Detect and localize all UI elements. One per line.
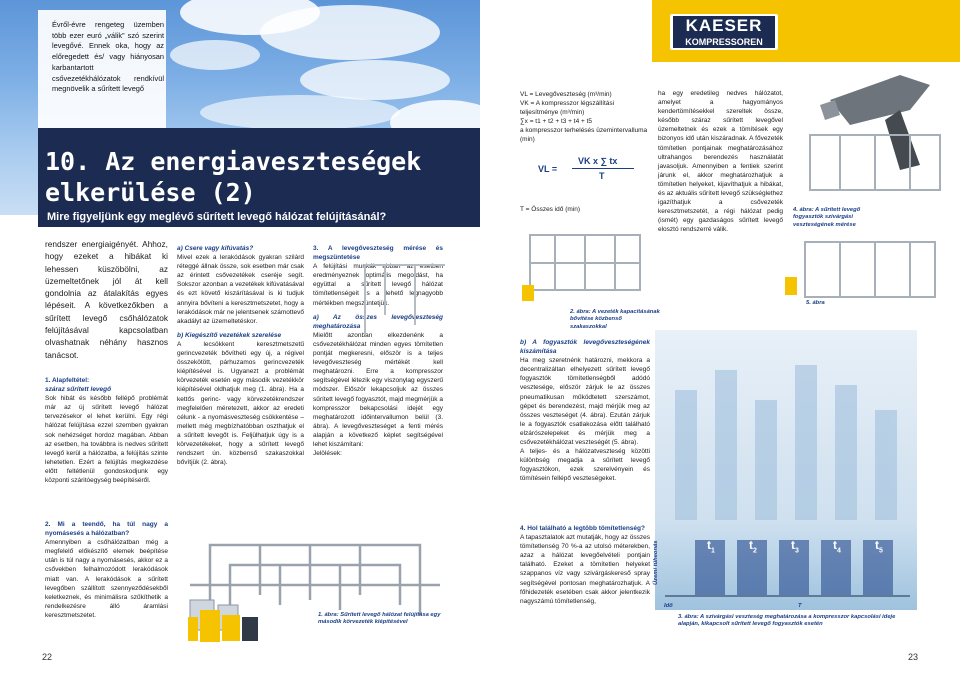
formula-numerator: VK x ∑ tx: [578, 156, 618, 166]
bar-chart-graphic: [655, 330, 917, 520]
s4-heading: 4. Hol található a legtöbb tömítetlenség?: [520, 525, 645, 532]
fig3-caption: 3. ábra: A szivárgási veszteség meghatározása a kompresszor kapcsolási ideje alapján, kikapcsolt sűrített levegő fogyasztók esetén: [678, 614, 896, 628]
intro-text: Évről-évre rengeteg üzemben több ezer euró „válik” szó szerint levegővé. Ennek oka, hogy az előregedett és/ vagy hiányosan karbantartott csővezetékhálózatok rendkívül megnövelik a sűrített levegő: [52, 20, 164, 94]
ring-main-diagram-2: [520, 225, 655, 310]
page-subtitle: Mire figyeljünk egy meglévő sűrített levegő hálózat felújításánál?: [47, 211, 387, 223]
fig1-caption: 1. ábra: Sűrített levegő hálózat felújítása egy második körvezeték kiépítésével: [318, 612, 441, 626]
s1-subheading: száraz sűrített levegő: [45, 386, 112, 394]
lead-paragraph: rendszer energiaigényét. Ahhoz, hogy ezeket a hibákat ki lehessen küszöbölni, az üzemeltetőnek jól át kell gondolnia az átalakítás egyes lépéseit. A következőkben a sűrített levegő csőhálózatok felújításával kapcsolatban olvashatnak néhány hasznos tanácsot.: [45, 239, 168, 360]
section-1: [45, 376, 168, 485]
formula-lhs: VL =: [538, 164, 558, 174]
bar-chart-svg: [655, 330, 917, 520]
sa-text: Mivel ezek a lerakódások gyakran szilárd réteggé állnak össze, sok esetben már csak az érintett csővezetékek cseréje segít. Sokszor azonban a vezetékek kifúvatásával és ezt követő kiszárításával is ki tudjuk annyira bővíteni a keresztmetszetet, hogy a lerakódások már ne jelentsenek számottevő akadályt az üzemeltetéskor.: [177, 254, 304, 325]
chart-x-label-T: T: [798, 603, 802, 609]
switching-time-chart: [655, 520, 917, 610]
sb-right-text: Ha meg szeretnénk határozni, mekkora a decentralizáltan elhelyezett sűrített levegő fogyasztók tömítetlenségből adódó vesztesége, először zárjuk le az összes pneumatikusan működtetett szerszámot, gépet és berendezést, majd mérjük meg az összes veszteséget (4. ábra). Ezután zárjuk le a fogyasztók csatlakozása előtt található elzárószelepeket és mérjük meg a csővezetékhálózat veszteségét (5. ábra).: [520, 357, 650, 447]
t5-label: $t_5$: [875, 538, 883, 555]
sb-right-text2: A teljes- és a hálózatveszteség közötti különbség megadja a sűrített levegő fogyasztókon, ezek szerelvényein és tömítésein fellépő veszteségeket.: [520, 448, 650, 483]
top-right-text: ha egy eredetileg nedves hálózatot, amelyet a hagyományos kendertömítésekkel szereltek össze, később száraz sűrített levegővel üzemeltetnek és ezek a tömítések egy bizonyos idő után kiszáradnak. A fővezeték tömítetlen pontjainak meghatározásához ultrahangos berendezés használatát javasoljuk. Amennyiben a fentiek szerint járunk el, akkor meghatározhatjuk a tömítetlen helyeket, kijavíthatjuk a hibákat, és az aktuális sűrített levegő szükséglethez igazíthatjuk a csővezeték keresztmetszetét, a régi hálózat pedig (ismét) egy gazdaságos sűrített levegő elosztó rendszerré válik.: [658, 90, 784, 234]
logo-text-bottom: KOMPRESSOREN: [673, 36, 775, 48]
t4-label: $t_4$: [833, 538, 841, 555]
fig2-caption: 2. ábra: A vezeték kapacitásának bővítése közbenső szakaszokkal: [570, 309, 660, 330]
logo-text-top: KAESER: [673, 16, 775, 36]
section-b-right: [520, 338, 650, 484]
chart-x-label-left: Idő: [664, 603, 673, 609]
fig4-caption: 4. ábra: A sűrített levegő fogyasztók szivárgási veszteségének mérése: [793, 207, 861, 228]
chart-y-label: Üzemi tüheonás: [653, 540, 659, 585]
pipe-network-illustration-2: [355, 255, 455, 345]
fig5-caption: 5. ábra: [806, 300, 825, 306]
sb-right-heading: b) A fogyasztók levegőveszteségének kiszámítása: [520, 339, 650, 356]
s2-heading: 2. Mi a teendő, ha túl nagy a nyomásesés a hálózatban?: [45, 521, 168, 538]
page-number-left: 22: [42, 652, 53, 662]
sb-text: A lecsökkent keresztmetszetű gerincvezeték bővítheti egy új, a régivel összekötött, párhuzamos gerincvezeték kiépítésével is. Ugyanezt a problémát körvezeték esetén egy második vezetékkör kiépítésével oldhatjuk meg (1. ábra). Ha a kettős gerinc- vagy körvezetékrendszer megfelelően méretezett, akkor az eredeti célunk - a nyomásveszteség csökkentése – mellett még megbízhatóbban oszthatjuk el a sűrített levegőt is. Feljülhatjuk úgy is a körvezetékeket, hogy a sűrített levegő rendszert ún. közbenső szakaszokkal bővítjük (2. ábra).: [177, 340, 304, 467]
t1-label: $t_1$: [707, 538, 715, 555]
s1-heading: 1. Alapfeltétel:: [45, 377, 90, 384]
page-number-right: 23: [908, 652, 919, 662]
s3a-heading: a) Az összes levegőveszteség meghatározása: [313, 313, 443, 330]
s3-heading: 3. A levegőveszteség mérése és megszüntetése: [313, 245, 443, 262]
sa-heading: a) Csere vagy kifúvatás?: [177, 245, 254, 252]
chart-svg: [655, 520, 917, 610]
legend-t: T = Összes idő (min): [520, 206, 581, 213]
sb-heading: b) Kiegészítő vezetékek szerelése: [177, 331, 282, 339]
t3-label: $t_3$: [791, 538, 799, 555]
section-2: [45, 520, 168, 620]
s3-text: A felújítási munkák abban az esetben eredményeznek optimális megoldást, ha együttal a sűrített levegő hálózat tömítetlenségeit is a lehető legnagyobb mértékben megszüntetjük.: [313, 263, 443, 307]
s3a-text: Mielőtt azonban elkezdenénk a csővezetékhálózat minden egyes tömítetlen pontját megkeresni, először is a teljes levegőveszteség mértékét kell meghatározni. Erre a kompresszor segítségével létezik egy viszonylag egyszerű módszer. Először lekapcsoljuk az összes sűrített levegő fogyasztót, majd megmérjük a kompresszor bekapcsolási idejét egy meghatározott időintervallumon belül (3. ábra). A levegőveszteséget a fenti mérés alapján a következő képlet segítségével lehet kiszámítani:: [313, 331, 443, 448]
formula: [522, 153, 640, 187]
page-title: [45, 146, 421, 208]
formula-legend: VL = Levegőveszteség (m³/min) VK = A kompresszor légszállítási teljesítménye (m³/min) ∑x = t1 + t2 + t3 + t4 + t5 a kompresszor terhelésés üzemintervalluma (min): [520, 91, 648, 144]
fraction-bar: [572, 168, 634, 169]
intro-box: [38, 10, 166, 128]
t2-label: $t_2$: [749, 538, 757, 555]
s1-text: Sok hibát és később fellépő problémát már az új sűrített levegő hálózat tervezésekor el lehet kerülni. Egy régi hálózat felújítása ezzel szemben gyakran sok nehézséget hordoz magában. Abban az esetben, ha továbbra is nedves sűrített levegő kerül a hálózatba, a felújítás szinte lehetetlen. Ezért a felújítás megkezdése előtt feltétlenül gondoskodjunk egy központi száritóegység beépítéséről.: [45, 395, 168, 485]
s2-text: Amennyiben a csőhálózatban még a megfelelő előkészítő elemek beépítése után is túl nagy a nyomásesés, akkor ez a csővekben felhalmozódott lerakódások miatt van. A lerakódások a sűrített levegőben szállított szennyeződésekből keletkeznek, és minimálisra szűkíthetik a rendelkezésre álló áramlási keresztmetszetet.: [45, 539, 168, 619]
s4-text: A tapasztalatok azt mutatják, hogy az összes tömítetlenség 70 %-a az utolsó méterekben, azaz a hálózat levegőelvételi pontjain található. Ezeket a tömítetlen helyeket szappanos víz vagy szivárgáskereső spray segítségével pontosan meghatározhatjuk. A főhidezeték esetében csak akkor jelentkezik nagyszámú tömítetlenség,: [520, 534, 650, 605]
title-line-2: elkerülése (2): [45, 178, 256, 207]
section-2a: [177, 244, 304, 467]
kaeser-logo: [670, 14, 778, 50]
title-line-1: 10. Az energiaveszteségek: [45, 147, 422, 176]
section-4: [520, 524, 650, 606]
formula-denominator: T: [599, 171, 605, 181]
s3a-tail: Jelölések:: [313, 450, 342, 458]
